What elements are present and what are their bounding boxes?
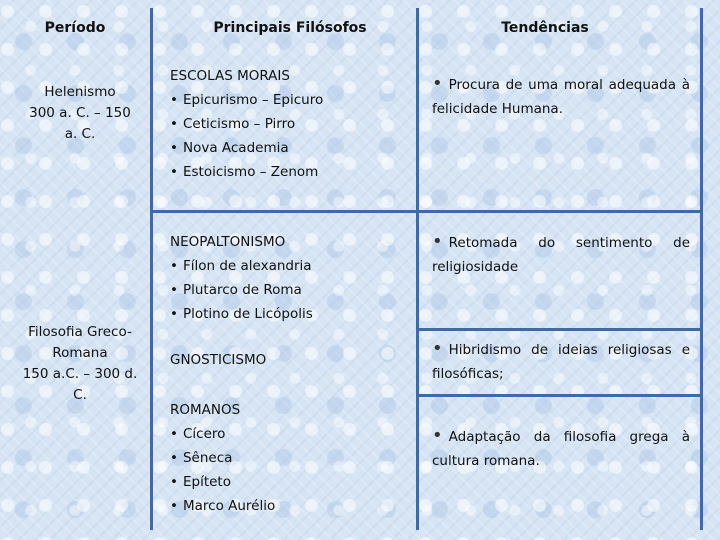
philosopher-list	[170, 254, 313, 326]
period-name: Helenismo	[44, 84, 116, 100]
row-divider	[416, 328, 703, 331]
table-border-right	[700, 8, 703, 530]
trend-text: Procura de uma moral adequada à felicidade Humana.	[432, 77, 690, 117]
period-helenismo	[22, 82, 138, 145]
period-greco-romana	[22, 322, 138, 406]
school-title: ROMANOS	[170, 402, 241, 418]
row-divider	[416, 394, 703, 397]
bullet-icon: •	[432, 231, 443, 252]
list-item: • Fílon de alexandria	[170, 254, 313, 278]
philosopher-list	[170, 422, 275, 518]
row-divider	[150, 210, 703, 213]
list-item: • Epicurismo – Epicuro	[170, 88, 323, 112]
period-dates: 150 a.C. – 300 d. C.	[22, 366, 138, 403]
list-item: • Epíteto	[170, 470, 275, 494]
school-escolas-morais	[170, 64, 323, 184]
trend-gnosticismo	[432, 337, 690, 386]
school-title: GNOSTICISMO	[170, 352, 267, 368]
list-item: • Estoicismo – Zenom	[170, 160, 323, 184]
period-dates: 300 a. C. – 150 a. C.	[29, 105, 131, 142]
header-trends: Tendências	[501, 20, 589, 36]
school-gnosticismo	[170, 348, 266, 372]
header-period: Período	[44, 20, 106, 36]
list-item: • Plotino de Licópolis	[170, 302, 313, 326]
list-item: • Cícero	[170, 422, 275, 446]
trend-escolas-morais	[432, 72, 690, 121]
school-neoplatonismo	[170, 230, 313, 326]
list-item: • Ceticismo – Pirro	[170, 112, 323, 136]
trend-text: Retomada do sentimento de religiosidade	[432, 235, 690, 275]
list-item: • Plutarco de Roma	[170, 278, 313, 302]
column-divider	[150, 8, 153, 530]
header-philosophers: Principais Filósofos	[213, 20, 367, 36]
philosopher-list	[170, 88, 323, 184]
trend-text: Adaptação da filosofia grega à cultura romana.	[432, 429, 690, 469]
bullet-icon: •	[432, 73, 443, 94]
period-name: Filosofia Greco-Romana	[28, 324, 132, 361]
list-item: • Marco Aurélio	[170, 494, 275, 518]
trend-romanos	[432, 424, 690, 473]
list-item: • Nova Academia	[170, 136, 323, 160]
bullet-icon: •	[432, 425, 443, 446]
trend-neoplatonismo	[432, 230, 690, 279]
column-divider	[416, 8, 419, 530]
school-romanos	[170, 398, 275, 518]
school-title: ESCOLAS MORAIS	[170, 68, 290, 84]
school-title: NEOPALTONISMO	[170, 234, 286, 250]
list-item: • Sêneca	[170, 446, 275, 470]
trend-text: Hibridismo de ideias religiosas e filosóficas;	[432, 342, 690, 382]
bullet-icon: •	[432, 338, 443, 359]
